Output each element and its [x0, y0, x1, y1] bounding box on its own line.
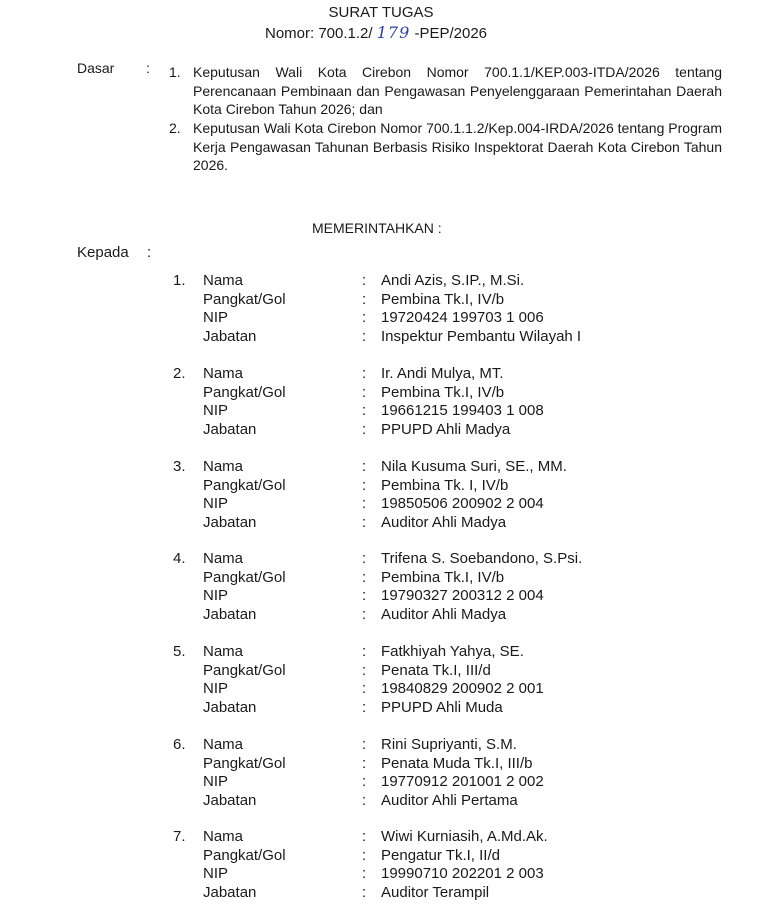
person-nama-label: Nama: [203, 458, 244, 475]
person-jabatan-label: Jabatan: [203, 884, 257, 901]
person-nama-label: Nama: [203, 643, 244, 660]
person-pangkat-row: [0, 847, 784, 866]
person-nama-label: Nama: [203, 272, 244, 289]
person-number: 4.: [173, 550, 186, 567]
person-nama-label: Nama: [203, 550, 244, 567]
person-jabatan-value: PPUPD Ahli Muda: [381, 699, 503, 716]
person-number: 1.: [173, 272, 186, 289]
person-nama-colon: :: [362, 365, 367, 382]
person-pangkat-row: [0, 755, 784, 774]
person-pangkat-value: Pembina Tk.I, IV/b: [381, 569, 505, 586]
person-pangkat-row: [0, 662, 784, 681]
person-nip-value: 19770912 201001 2 002: [381, 773, 544, 790]
memerintahkan-heading: MEMERINTAHKAN :: [312, 220, 442, 236]
person-number: 2.: [173, 365, 186, 382]
person-nip-colon: :: [362, 587, 367, 604]
handwritten-number: 179: [376, 23, 411, 42]
person-jabatan-label: Jabatan: [203, 699, 257, 716]
person-entry: [0, 458, 784, 538]
person-jabatan-value: Auditor Ahli Madya: [381, 606, 507, 623]
dasar-item-text: Keputusan Wali Kota Cirebon Nomor 700.1.1/KEP.003-ITDA/2026 tentang Perencanaan Pembinaan dan Pengawasan Penyelenggaraan Pemerintahan Daerah Kota Cirebon Tahun 2026; dan: [193, 64, 722, 117]
person-number: 5.: [173, 643, 186, 660]
person-pangkat-value: Pengatur Tk.I, II/d: [381, 847, 500, 864]
person-pangkat-colon: :: [362, 755, 367, 772]
kepada-label: Kepada: [77, 244, 129, 261]
person-nip-label: NIP: [203, 680, 229, 697]
person-nip-colon: :: [362, 865, 367, 882]
person-pangkat-row: [0, 477, 784, 496]
person-jabatan-colon: :: [362, 606, 367, 623]
person-nip-label: NIP: [203, 402, 229, 419]
dasar-item-number: 1.: [169, 64, 181, 80]
person-entry: [0, 272, 784, 352]
person-number: 7.: [173, 828, 186, 845]
person-jabatan-label: Jabatan: [203, 421, 257, 438]
person-jabatan-value: PPUPD Ahli Madya: [381, 421, 511, 438]
person-pangkat-value: Penata Muda Tk.I, III/b: [381, 755, 533, 772]
person-pangkat-colon: :: [362, 847, 367, 864]
person-pangkat-value: Pembina Tk.I, IV/b: [381, 291, 505, 308]
person-nip-value: 19661215 199403 1 008: [381, 402, 544, 419]
person-entry: [0, 736, 784, 816]
person-jabatan-value: Auditor Ahli Pertama: [381, 792, 518, 809]
person-nama-value: Wiwi Kurniasih, A.Md.Ak.: [381, 828, 548, 845]
person-jabatan-colon: :: [362, 884, 367, 901]
person-nip-row: [0, 495, 784, 514]
person-nip-colon: :: [362, 402, 367, 419]
person-nama-row: [0, 365, 784, 384]
person-jabatan-row: [0, 699, 784, 718]
person-jabatan-colon: :: [362, 792, 367, 809]
person-nama-label: Nama: [203, 736, 244, 753]
person-jabatan-value: Auditor Terampil: [381, 884, 490, 901]
person-nama-colon: :: [362, 272, 367, 289]
person-jabatan-label: Jabatan: [203, 328, 257, 345]
person-jabatan-colon: :: [362, 514, 367, 531]
person-nama-row: [0, 458, 784, 477]
person-nip-colon: :: [362, 680, 367, 697]
person-nip-value: 19850506 200902 2 004: [381, 495, 544, 512]
person-jabatan-colon: :: [362, 421, 367, 438]
person-pangkat-colon: :: [362, 569, 367, 586]
person-nip-label: NIP: [203, 865, 229, 882]
person-nip-row: [0, 402, 784, 421]
person-pangkat-row: [0, 384, 784, 403]
person-nip-row: [0, 309, 784, 328]
person-nama-value: Andi Azis, S.IP., M.Si.: [381, 272, 525, 289]
person-nip-row: [0, 865, 784, 884]
person-entry: [0, 550, 784, 630]
person-nama-colon: :: [362, 736, 367, 753]
person-nama-row: [0, 828, 784, 847]
person-pangkat-value: Penata Tk.I, III/d: [381, 662, 491, 679]
person-nip-row: [0, 587, 784, 606]
person-nip-value: 19990710 202201 2 003: [381, 865, 544, 882]
person-nip-value: 19790327 200312 2 004: [381, 587, 544, 604]
person-nama-row: [0, 272, 784, 291]
person-nama-colon: :: [362, 458, 367, 475]
person-number: 3.: [173, 458, 186, 475]
person-jabatan-row: [0, 328, 784, 347]
document-number: [0, 23, 752, 42]
person-nip-value: 19720424 199703 1 006: [381, 309, 544, 326]
person-nip-label: NIP: [203, 587, 229, 604]
person-nama-label: Nama: [203, 828, 244, 845]
person-nama-value: Ir. Andi Mulya, MT.: [381, 365, 504, 382]
person-nip-value: 19840829 200902 2 001: [381, 680, 544, 697]
person-pangkat-label: Pangkat/Gol: [203, 569, 286, 586]
dasar-label: Dasar: [77, 60, 115, 76]
person-pangkat-row: [0, 291, 784, 310]
person-jabatan-row: [0, 606, 784, 625]
person-jabatan-colon: :: [362, 699, 367, 716]
person-nip-colon: :: [362, 309, 367, 326]
person-jabatan-row: [0, 514, 784, 533]
dasar-item-text: Keputusan Wali Kota Cirebon Nomor 700.1.1.2/Kep.004-IRDA/2026 tentang Program Kerja Pengawasan Tahunan Berbasis Risiko Inspektorat Daerah Kota Cirebon Tahun 2026.: [193, 120, 722, 173]
person-nama-colon: :: [362, 643, 367, 660]
person-jabatan-row: [0, 884, 784, 903]
person-pangkat-label: Pangkat/Gol: [203, 847, 286, 864]
person-pangkat-colon: :: [362, 662, 367, 679]
person-jabatan-label: Jabatan: [203, 606, 257, 623]
person-nip-row: [0, 773, 784, 792]
person-nama-colon: :: [362, 828, 367, 845]
person-entry: [0, 643, 784, 723]
person-nama-value: Trifena S. Soebandono, S.Psi.: [381, 550, 583, 567]
person-nama-value: Fatkhiyah Yahya, SE.: [381, 643, 524, 660]
person-entry: [0, 828, 784, 908]
person-nip-label: NIP: [203, 309, 229, 326]
person-nama-colon: :: [362, 550, 367, 567]
person-nama-row: [0, 643, 784, 662]
person-jabatan-label: Jabatan: [203, 514, 257, 531]
document-number-prefix: Nomor: 700.1.2/: [265, 25, 373, 42]
document-number-suffix: -PEP/2026: [414, 25, 487, 42]
person-nama-value: Nila Kusuma Suri, SE., MM.: [381, 458, 567, 475]
person-pangkat-colon: :: [362, 384, 367, 401]
dasar-colon: :: [146, 60, 150, 76]
person-jabatan-label: Jabatan: [203, 792, 257, 809]
person-pangkat-label: Pangkat/Gol: [203, 755, 286, 772]
person-pangkat-value: Pembina Tk.I, IV/b: [381, 384, 505, 401]
person-pangkat-label: Pangkat/Gol: [203, 384, 286, 401]
document-title: SURAT TUGAS: [328, 4, 434, 21]
person-nama-row: [0, 550, 784, 569]
person-jabatan-row: [0, 421, 784, 440]
person-jabatan-row: [0, 792, 784, 811]
person-pangkat-label: Pangkat/Gol: [203, 477, 286, 494]
person-pangkat-label: Pangkat/Gol: [203, 662, 286, 679]
kepada-colon: :: [147, 244, 152, 261]
person-nama-label: Nama: [203, 365, 244, 382]
person-nip-colon: :: [362, 773, 367, 790]
person-nama-row: [0, 736, 784, 755]
person-pangkat-value: Pembina Tk. I, IV/b: [381, 477, 509, 494]
dasar-item-number: 2.: [169, 120, 181, 136]
person-number: 6.: [173, 736, 186, 753]
person-nip-colon: :: [362, 495, 367, 512]
person-nip-label: NIP: [203, 495, 229, 512]
person-jabatan-colon: :: [362, 328, 367, 345]
person-pangkat-colon: :: [362, 291, 367, 308]
person-pangkat-row: [0, 569, 784, 588]
person-nama-value: Rini Supriyanti, S.M.: [381, 736, 517, 753]
person-jabatan-value: Auditor Ahli Madya: [381, 514, 507, 531]
person-pangkat-colon: :: [362, 477, 367, 494]
person-entry: [0, 365, 784, 445]
person-nip-row: [0, 680, 784, 699]
person-jabatan-value: Inspektur Pembantu Wilayah I: [381, 328, 582, 345]
person-nip-label: NIP: [203, 773, 229, 790]
person-pangkat-label: Pangkat/Gol: [203, 291, 286, 308]
